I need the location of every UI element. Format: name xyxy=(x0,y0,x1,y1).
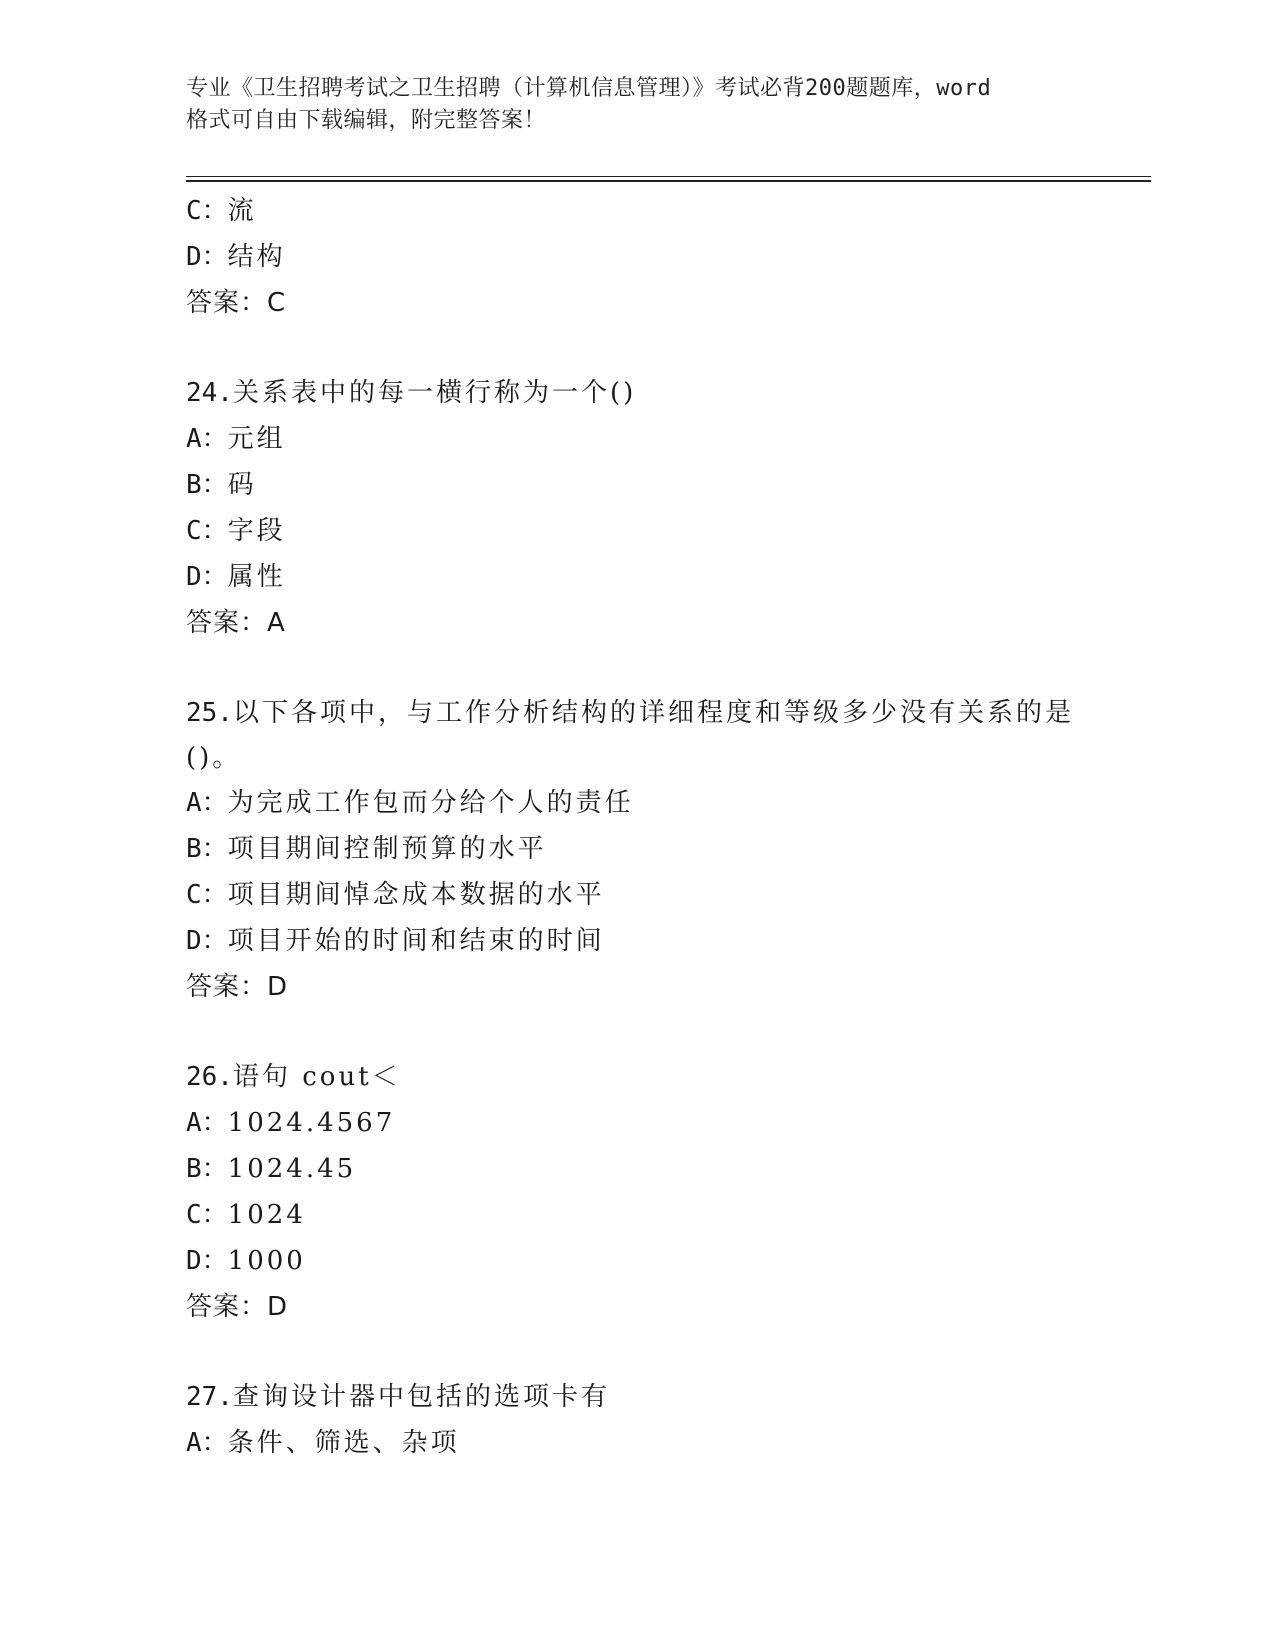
spacer xyxy=(186,326,1136,370)
spacer xyxy=(186,646,1136,690)
answer-line: 答案：D xyxy=(186,972,289,1002)
option-a: A：为完成工作包而分给个人的责任 xyxy=(186,788,634,818)
spacer xyxy=(186,1330,1136,1374)
option-b: B：项目期间控制预算的水平 xyxy=(186,834,547,864)
option-c: C：字段 xyxy=(186,516,286,546)
option-d: D：属性 xyxy=(186,562,286,592)
option-c: C：流 xyxy=(186,196,257,226)
question-block-26 xyxy=(186,1054,1136,1330)
question-stem: 26.语句 cout＜ xyxy=(186,1062,401,1092)
option-a: A：1024.4567 xyxy=(186,1108,396,1138)
question-block-23 xyxy=(186,188,1136,326)
header-divider-thin xyxy=(186,176,1151,177)
question-stem: 24.关系表中的每一横行称为一个() xyxy=(186,378,637,408)
question-stem: 27.查询设计器中包括的选项卡有 xyxy=(186,1382,610,1412)
answer-line: 答案：A xyxy=(186,608,286,638)
option-d: D：项目开始的时间和结束的时间 xyxy=(186,926,605,956)
question-block-25 xyxy=(186,690,1136,1010)
option-c: C：项目期间悼念成本数据的水平 xyxy=(186,880,605,910)
header-line-1: 专业《卫生招聘考试之卫生招聘（计算机信息管理）》考试必背200题题库，word xyxy=(186,76,992,101)
option-d: D：结构 xyxy=(186,242,286,272)
header-line-2: 格式可自由下载编辑，附完整答案！ xyxy=(186,108,547,133)
header-divider-thick xyxy=(186,180,1151,182)
option-b: B：码 xyxy=(186,470,257,500)
document-header xyxy=(186,73,1086,137)
question-block-24 xyxy=(186,370,1136,646)
option-d: D：1000 xyxy=(186,1246,306,1276)
answer-line: 答案：C xyxy=(186,288,287,318)
answer-line: 答案：D xyxy=(186,1292,289,1322)
spacer xyxy=(186,1010,1136,1054)
option-a: A：元组 xyxy=(186,424,286,454)
question-stem: 25.以下各项中，与工作分析结构的详细程度和等级多少没有关系的是 xyxy=(186,698,1074,728)
option-b: B：1024.45 xyxy=(186,1154,357,1184)
question-list xyxy=(186,188,1136,1466)
option-a: A：条件、筛选、杂项 xyxy=(186,1428,460,1458)
option-c: C：1024 xyxy=(186,1200,306,1230)
question-stem-continuation: ()。 xyxy=(186,743,242,773)
question-block-27 xyxy=(186,1374,1136,1466)
